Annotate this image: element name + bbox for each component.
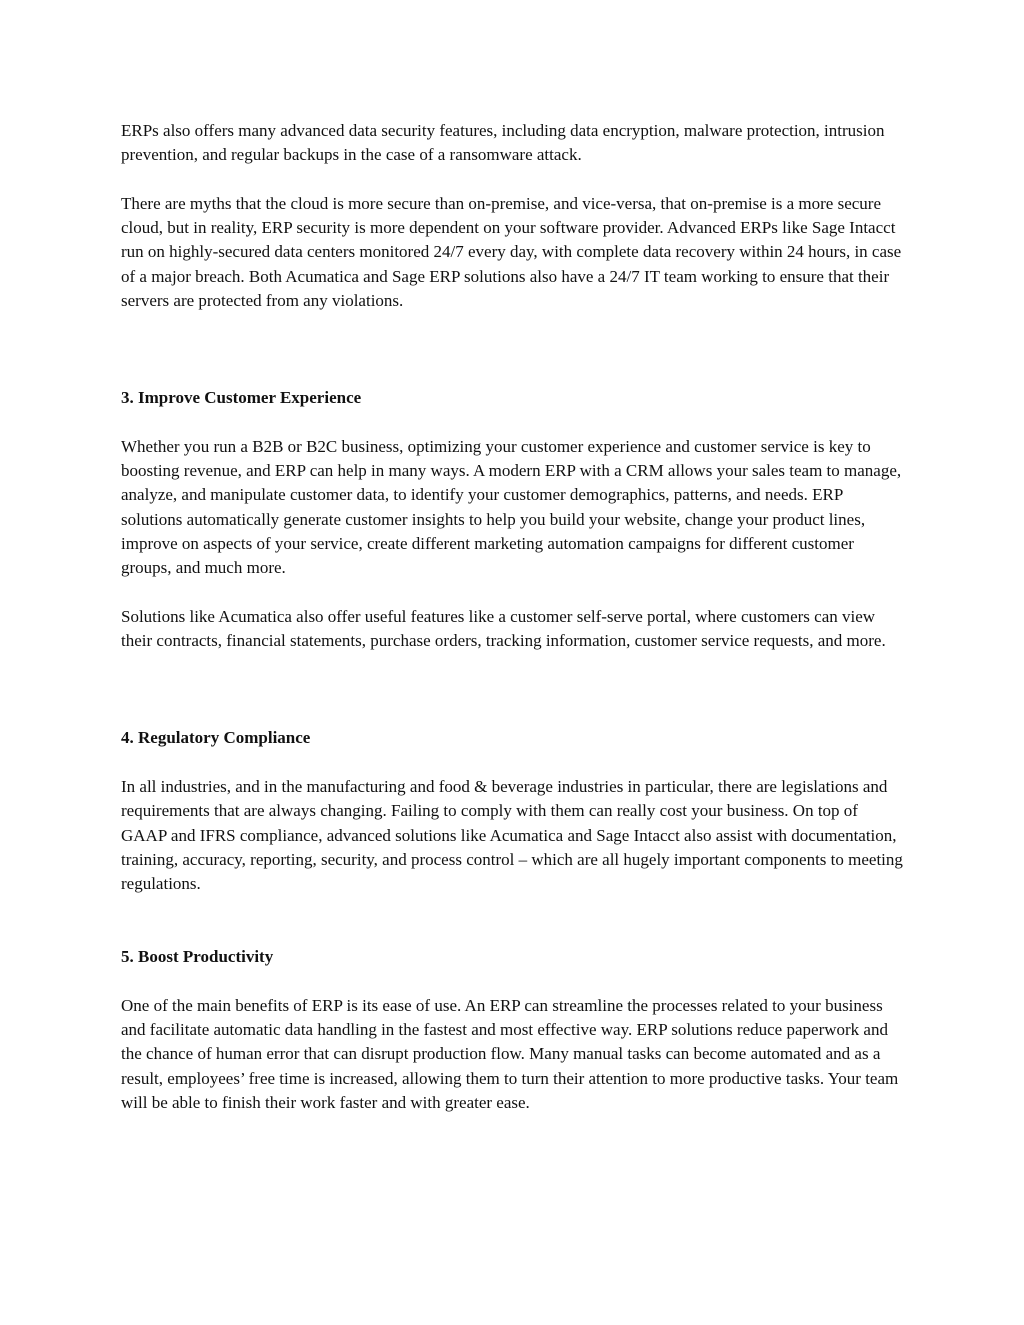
spacer bbox=[121, 751, 906, 775]
spacer bbox=[121, 897, 906, 946]
spacer bbox=[121, 581, 906, 605]
spacer bbox=[121, 411, 906, 435]
document-body bbox=[121, 119, 906, 1115]
paragraph-self-serve-portal: Solutions like Acumatica also offer useful features like a customer self-serve portal, where customers can view their contracts, financial statements, purchase orders, tracking information, customer service requests, and more. bbox=[121, 606, 886, 651]
spacer bbox=[121, 969, 906, 993]
paragraph-cloud-myths: There are myths that the cloud is more secure than on-premise, and vice-versa, that on-premise is a more secure cloud, but in reality, ERP security is more dependent on your software provider. Advanced ERPs like Sage Intacct run on highly-secured data centers monitored 24/7 every day, with complete data recovery within 24 hours, in case of a major breach. Both Acumatica and Sage ERP solutions also have a 24/7 IT team working to ensure that their servers are protected from any violations. bbox=[121, 193, 902, 311]
paragraph-customer-experience: Whether you run a B2B or B2C business, optimizing your customer experience and customer service is key to boosting revenue, and ERP can help in many ways. A modern ERP with a CRM allows your sales team to manage, analyze, and manipulate customer data, to identify your customer demographics, patterns, and needs. ERP solutions automatically generate customer insights to help you build your website, change your product lines, improve on aspects of your service, create different marketing automation campaigns for different customer groups, and much more. bbox=[121, 436, 902, 578]
spacer bbox=[121, 654, 906, 727]
paragraph-boost-productivity: One of the main benefits of ERP is its ease of use. An ERP can streamline the processes related to your business and facilitate automatic data handling in the fastest and most effective way. ERP solutions reduce paperwork and the chance of human error that can disrupt production flow. Many manual tasks can become automated and as a result, employees’ free time is increased, allowing them to turn their attention to more productive tasks. Your team will be able to finish their work faster and with greater ease. bbox=[121, 995, 899, 1112]
heading-regulatory-compliance: 4. Regulatory Compliance bbox=[121, 728, 311, 748]
spacer bbox=[121, 313, 906, 386]
heading-boost-productivity: 5. Boost Productivity bbox=[121, 947, 274, 967]
paragraph-security-features: ERPs also offers many advanced data security features, including data encryption, malware protection, intrusion prevention, and regular backups in the case of a ransomware attack. bbox=[121, 121, 885, 165]
spacer bbox=[121, 168, 906, 192]
heading-customer-experience: 3. Improve Customer Experience bbox=[121, 388, 362, 408]
paragraph-regulatory-compliance: In all industries, and in the manufacturing and food & beverage industries in particular, there are legislations and requirements that are always changing. Failing to comply with them can really cost your business. On top of GAAP and IFRS compliance, advanced solutions like Acumatica and Sage Intacct also assist with documentation, training, accuracy, reporting, security, and process control – which are all hugely important components to meeting regulations. bbox=[121, 777, 903, 894]
